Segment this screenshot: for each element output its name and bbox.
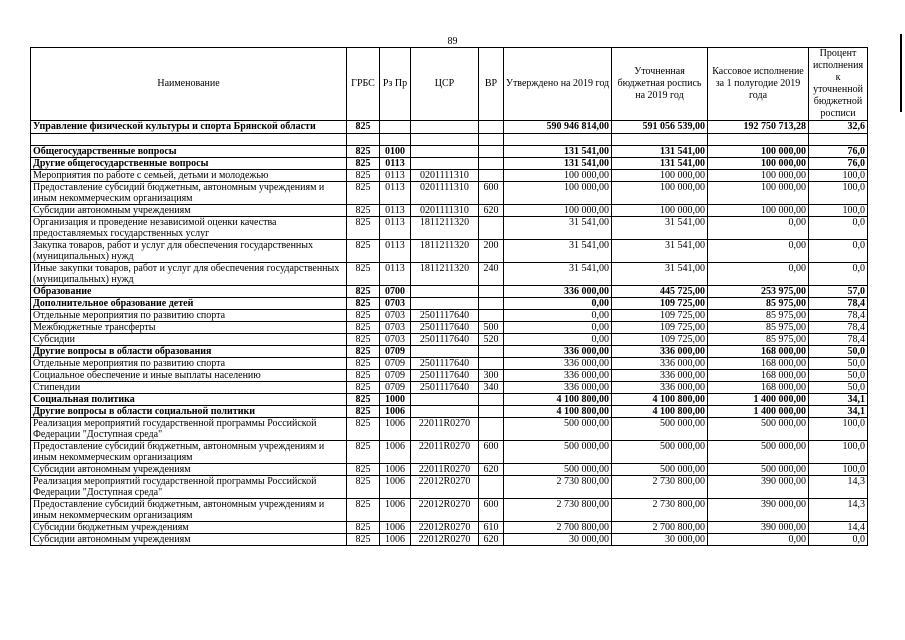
cell-refined: 336 000,00 [612, 358, 708, 370]
cell-refined: 30 000,00 [612, 534, 708, 546]
cell-rzpr: 0703 [380, 298, 411, 310]
cell-approved: 2 730 800,00 [504, 499, 612, 522]
cell-cash: 500 000,00 [708, 441, 809, 464]
cell-refined: 500 000,00 [612, 464, 708, 476]
cell-cash: 500 000,00 [708, 464, 809, 476]
cell-cash: 390 000,00 [708, 499, 809, 522]
cell-refined: 100 000,00 [612, 182, 708, 205]
cell-grbs: 825 [347, 534, 380, 546]
cell-vr: 620 [479, 534, 504, 546]
cell-percent: 50,0 [809, 370, 868, 382]
cell-vr [479, 476, 504, 499]
cell-rzpr: 0113 [380, 158, 411, 170]
cell-grbs: 825 [347, 217, 380, 240]
cell-percent: 0,0 [809, 263, 868, 286]
cell-csr: 1811211320 [411, 217, 479, 240]
cell-csr: 0201111310 [411, 170, 479, 182]
cell-vr: 520 [479, 334, 504, 346]
table-row [31, 240, 868, 263]
cell-name: Субсидии [31, 334, 347, 346]
table-row [31, 394, 868, 406]
cell-grbs: 825 [347, 522, 380, 534]
cell-rzpr: 0700 [380, 286, 411, 298]
cell-grbs: 825 [347, 394, 380, 406]
cell-approved: 131 541,00 [504, 146, 612, 158]
cell-cash [708, 134, 809, 146]
cell-percent: 14,3 [809, 476, 868, 499]
cell-cash: 85 975,00 [708, 334, 809, 346]
cell-vr [479, 158, 504, 170]
cell-percent: 100,0 [809, 170, 868, 182]
cell-csr [411, 121, 479, 134]
cell-csr: 2501117640 [411, 322, 479, 334]
cell-vr [479, 406, 504, 418]
cell-vr: 600 [479, 499, 504, 522]
cell-refined: 336 000,00 [612, 346, 708, 358]
cell-name: Образование [31, 286, 347, 298]
cell-cash: 1 400 000,00 [708, 406, 809, 418]
cell-grbs: 825 [347, 182, 380, 205]
cell-approved: 131 541,00 [504, 158, 612, 170]
cell-cash: 168 000,00 [708, 370, 809, 382]
cell-csr: 2501117640 [411, 370, 479, 382]
page-edge-mark [900, 34, 902, 112]
cell-rzpr: 0703 [380, 310, 411, 322]
cell-percent [809, 134, 868, 146]
cell-csr: 2501117640 [411, 358, 479, 370]
header-grbs: ГРБС [347, 48, 380, 121]
cell-rzpr: 0113 [380, 240, 411, 263]
cell-csr [411, 406, 479, 418]
cell-name: Социальная политика [31, 394, 347, 406]
cell-refined: 4 100 800,00 [612, 406, 708, 418]
cell-csr: 22011R0270 [411, 418, 479, 441]
cell-rzpr: 1006 [380, 499, 411, 522]
cell-refined: 2 730 800,00 [612, 476, 708, 499]
cell-vr [479, 346, 504, 358]
header-percent: Процент исполнения к уточненной бюджетной росписи [809, 48, 868, 121]
cell-name: Субсидии автономным учреждениям [31, 534, 347, 546]
cell-csr: 22012R0270 [411, 499, 479, 522]
cell-refined: 2 700 800,00 [612, 522, 708, 534]
cell-csr: 2501117640 [411, 334, 479, 346]
cell-percent: 14,3 [809, 499, 868, 522]
cell-percent: 100,0 [809, 418, 868, 441]
cell-grbs: 825 [347, 346, 380, 358]
table-row [31, 522, 868, 534]
cell-refined: 31 541,00 [612, 263, 708, 286]
cell-approved: 336 000,00 [504, 346, 612, 358]
cell-cash: 85 975,00 [708, 310, 809, 322]
cell-csr: 22011R0270 [411, 441, 479, 464]
cell-name: Организация и проведение независимой оценки качества предоставляемых государственных услуг [31, 217, 347, 240]
cell-csr: 0201111310 [411, 205, 479, 217]
cell-cash: 1 400 000,00 [708, 394, 809, 406]
table-row [31, 170, 868, 182]
cell-cash: 390 000,00 [708, 522, 809, 534]
cell-rzpr: 1006 [380, 406, 411, 418]
cell-percent: 100,0 [809, 464, 868, 476]
cell-cash: 0,00 [708, 240, 809, 263]
cell-percent: 32,6 [809, 121, 868, 134]
cell-approved: 2 700 800,00 [504, 522, 612, 534]
cell-vr [479, 170, 504, 182]
cell-rzpr: 1006 [380, 476, 411, 499]
cell-grbs: 825 [347, 334, 380, 346]
table-header-row [31, 48, 868, 121]
cell-grbs: 825 [347, 263, 380, 286]
cell-csr [411, 158, 479, 170]
cell-name: Стипендии [31, 382, 347, 394]
cell-cash: 100 000,00 [708, 182, 809, 205]
cell-csr: 2501117640 [411, 382, 479, 394]
cell-grbs: 825 [347, 146, 380, 158]
cell-vr [479, 310, 504, 322]
cell-rzpr: 0113 [380, 205, 411, 217]
cell-refined: 500 000,00 [612, 441, 708, 464]
table-row [31, 358, 868, 370]
cell-approved: 336 000,00 [504, 370, 612, 382]
cell-name: Реализация мероприятий государственной программы Российской Федерации "Доступная среда" [31, 418, 347, 441]
table-row [31, 146, 868, 158]
budget-execution-table [30, 47, 868, 546]
cell-percent: 100,0 [809, 182, 868, 205]
table-row [31, 382, 868, 394]
table-row [31, 322, 868, 334]
cell-grbs: 825 [347, 476, 380, 499]
table-row [31, 310, 868, 322]
cell-vr: 240 [479, 263, 504, 286]
table-row [31, 534, 868, 546]
cell-rzpr: 0709 [380, 346, 411, 358]
cell-grbs: 825 [347, 322, 380, 334]
cell-grbs: 825 [347, 298, 380, 310]
cell-refined [612, 134, 708, 146]
cell-grbs: 825 [347, 370, 380, 382]
cell-refined: 109 725,00 [612, 310, 708, 322]
cell-csr [411, 394, 479, 406]
cell-rzpr: 0703 [380, 322, 411, 334]
cell-approved: 500 000,00 [504, 441, 612, 464]
cell-vr: 620 [479, 464, 504, 476]
cell-percent: 76,0 [809, 158, 868, 170]
table-row [31, 441, 868, 464]
cell-refined: 131 541,00 [612, 158, 708, 170]
table-row [31, 476, 868, 499]
cell-vr: 610 [479, 522, 504, 534]
cell-grbs: 825 [347, 158, 380, 170]
cell-grbs: 825 [347, 418, 380, 441]
table-row [31, 182, 868, 205]
cell-name: Мероприятия по работе с семьей, детьми и молодежью [31, 170, 347, 182]
cell-percent: 78,4 [809, 322, 868, 334]
cell-csr: 0201111310 [411, 182, 479, 205]
cell-refined: 100 000,00 [612, 170, 708, 182]
cell-vr [479, 298, 504, 310]
cell-name: Предоставление субсидий бюджетным, автономным учреждениям и иным некоммерческим организациям [31, 182, 347, 205]
cell-name: Межбюджетные трансферты [31, 322, 347, 334]
cell-refined: 109 725,00 [612, 322, 708, 334]
cell-name: Субсидии бюджетным учреждениям [31, 522, 347, 534]
cell-refined: 4 100 800,00 [612, 394, 708, 406]
header-cash: Кассовое исполнение за 1 полугодие 2019 года [708, 48, 809, 121]
cell-percent: 78,4 [809, 310, 868, 322]
cell-name: Закупка товаров, работ и услуг для обеспечения государственных (муниципальных) нужд [31, 240, 347, 263]
cell-approved: 0,00 [504, 334, 612, 346]
cell-approved: 336 000,00 [504, 286, 612, 298]
cell-rzpr [380, 134, 411, 146]
cell-vr: 200 [479, 240, 504, 263]
cell-approved: 100 000,00 [504, 170, 612, 182]
cell-grbs: 825 [347, 205, 380, 217]
cell-approved: 500 000,00 [504, 418, 612, 441]
cell-approved: 31 541,00 [504, 240, 612, 263]
cell-csr [411, 298, 479, 310]
cell-percent: 76,0 [809, 146, 868, 158]
cell-approved: 336 000,00 [504, 358, 612, 370]
cell-vr [479, 418, 504, 441]
table-row [31, 205, 868, 217]
cell-rzpr: 0113 [380, 182, 411, 205]
cell-vr [479, 286, 504, 298]
cell-cash: 253 975,00 [708, 286, 809, 298]
cell-percent: 50,0 [809, 382, 868, 394]
table-row [31, 263, 868, 286]
cell-cash: 0,00 [708, 534, 809, 546]
cell-grbs: 825 [347, 382, 380, 394]
cell-cash: 168 000,00 [708, 358, 809, 370]
cell-vr: 600 [479, 182, 504, 205]
table-row [31, 370, 868, 382]
cell-approved: 100 000,00 [504, 182, 612, 205]
cell-percent: 50,0 [809, 346, 868, 358]
cell-refined: 336 000,00 [612, 382, 708, 394]
cell-grbs: 825 [347, 358, 380, 370]
cell-cash: 0,00 [708, 217, 809, 240]
cell-vr [479, 121, 504, 134]
header-vr: ВР [479, 48, 504, 121]
table-row [31, 406, 868, 418]
cell-grbs: 825 [347, 170, 380, 182]
cell-vr [479, 217, 504, 240]
cell-name: Иные закупки товаров, работ и услуг для обеспечения государственных (муниципальных) нужд [31, 263, 347, 286]
cell-vr [479, 146, 504, 158]
cell-cash: 100 000,00 [708, 158, 809, 170]
cell-name: Реализация мероприятий государственной программы Российской Федерации "Доступная среда" [31, 476, 347, 499]
cell-csr: 2501117640 [411, 310, 479, 322]
table-row [31, 286, 868, 298]
cell-refined: 336 000,00 [612, 370, 708, 382]
header-refined: Уточненная бюджетная роспись на 2019 год [612, 48, 708, 121]
cell-percent: 0,0 [809, 240, 868, 263]
cell-csr: 22012R0270 [411, 534, 479, 546]
cell-vr: 600 [479, 441, 504, 464]
cell-cash: 168 000,00 [708, 382, 809, 394]
cell-refined: 2 730 800,00 [612, 499, 708, 522]
cell-vr: 340 [479, 382, 504, 394]
cell-grbs: 825 [347, 286, 380, 298]
cell-refined: 109 725,00 [612, 298, 708, 310]
cell-approved: 0,00 [504, 322, 612, 334]
cell-cash: 500 000,00 [708, 418, 809, 441]
table-row [31, 134, 868, 146]
header-name: Наименование [31, 48, 347, 121]
cell-cash: 100 000,00 [708, 146, 809, 158]
cell-rzpr: 0113 [380, 217, 411, 240]
cell-percent: 57,0 [809, 286, 868, 298]
cell-rzpr: 1006 [380, 464, 411, 476]
cell-rzpr: 0709 [380, 382, 411, 394]
cell-name: Предоставление субсидий бюджетным, автономным учреждениям и иным некоммерческим организациям [31, 441, 347, 464]
cell-name: Предоставление субсидий бюджетным, автономным учреждениям и иным некоммерческим организациям [31, 499, 347, 522]
cell-percent: 0,0 [809, 534, 868, 546]
cell-csr: 22011R0270 [411, 464, 479, 476]
cell-grbs: 825 [347, 499, 380, 522]
cell-cash: 85 975,00 [708, 322, 809, 334]
cell-grbs: 825 [347, 121, 380, 134]
cell-csr [411, 346, 479, 358]
cell-cash: 390 000,00 [708, 476, 809, 499]
table-row [31, 121, 868, 134]
cell-name: Социальное обеспечение и иные выплаты населению [31, 370, 347, 382]
cell-grbs: 825 [347, 310, 380, 322]
cell-cash: 100 000,00 [708, 170, 809, 182]
table-row [31, 334, 868, 346]
cell-rzpr: 0703 [380, 334, 411, 346]
cell-rzpr: 1006 [380, 418, 411, 441]
cell-rzpr: 1006 [380, 522, 411, 534]
cell-vr [479, 134, 504, 146]
cell-percent: 0,0 [809, 217, 868, 240]
cell-approved: 590 946 814,00 [504, 121, 612, 134]
cell-vr: 300 [479, 370, 504, 382]
cell-percent: 78,4 [809, 298, 868, 310]
header-rzpr: Рз Пр [380, 48, 411, 121]
cell-vr [479, 394, 504, 406]
cell-name: Другие вопросы в области образования [31, 346, 347, 358]
cell-cash: 168 000,00 [708, 346, 809, 358]
cell-name: Общегосударственные вопросы [31, 146, 347, 158]
cell-name [31, 134, 347, 146]
cell-name: Другие вопросы в области социальной политики [31, 406, 347, 418]
cell-cash: 192 750 713,28 [708, 121, 809, 134]
cell-approved: 30 000,00 [504, 534, 612, 546]
cell-approved: 100 000,00 [504, 205, 612, 217]
cell-refined: 31 541,00 [612, 217, 708, 240]
cell-refined: 591 056 539,00 [612, 121, 708, 134]
cell-cash: 0,00 [708, 263, 809, 286]
table-row [31, 217, 868, 240]
cell-csr: 1811211320 [411, 240, 479, 263]
table-row [31, 298, 868, 310]
cell-csr [411, 286, 479, 298]
cell-grbs: 825 [347, 240, 380, 263]
cell-approved: 2 730 800,00 [504, 476, 612, 499]
cell-rzpr: 1006 [380, 441, 411, 464]
cell-approved: 4 100 800,00 [504, 394, 612, 406]
cell-refined: 31 541,00 [612, 240, 708, 263]
cell-rzpr [380, 121, 411, 134]
cell-name: Отдельные мероприятия по развитию спорта [31, 310, 347, 322]
cell-refined: 109 725,00 [612, 334, 708, 346]
cell-rzpr: 0709 [380, 358, 411, 370]
cell-approved: 500 000,00 [504, 464, 612, 476]
cell-csr [411, 146, 479, 158]
cell-vr: 500 [479, 322, 504, 334]
cell-name: Субсидии автономным учреждениям [31, 205, 347, 217]
cell-cash: 85 975,00 [708, 298, 809, 310]
cell-rzpr: 0113 [380, 263, 411, 286]
cell-approved: 31 541,00 [504, 263, 612, 286]
table-row [31, 464, 868, 476]
cell-csr: 22012R0270 [411, 522, 479, 534]
cell-name: Отдельные мероприятия по развитию спорта [31, 358, 347, 370]
cell-approved: 0,00 [504, 298, 612, 310]
cell-approved [504, 134, 612, 146]
table-row [31, 346, 868, 358]
cell-approved: 4 100 800,00 [504, 406, 612, 418]
table-row [31, 418, 868, 441]
cell-rzpr: 0100 [380, 146, 411, 158]
cell-approved: 0,00 [504, 310, 612, 322]
cell-refined: 100 000,00 [612, 205, 708, 217]
cell-grbs [347, 134, 380, 146]
cell-csr: 22012R0270 [411, 476, 479, 499]
cell-csr: 1811211320 [411, 263, 479, 286]
cell-rzpr: 0113 [380, 170, 411, 182]
cell-vr: 620 [479, 205, 504, 217]
cell-grbs: 825 [347, 406, 380, 418]
cell-percent: 100,0 [809, 441, 868, 464]
cell-name: Другие общегосударственные вопросы [31, 158, 347, 170]
cell-cash: 100 000,00 [708, 205, 809, 217]
cell-refined: 500 000,00 [612, 418, 708, 441]
page-number: 89 [447, 36, 458, 47]
table-row [31, 158, 868, 170]
cell-percent: 100,0 [809, 205, 868, 217]
cell-name: Управление физической культуры и спорта Брянской области [31, 121, 347, 134]
cell-approved: 336 000,00 [504, 382, 612, 394]
cell-refined: 445 725,00 [612, 286, 708, 298]
table-row [31, 499, 868, 522]
cell-approved: 31 541,00 [504, 217, 612, 240]
cell-percent: 34,1 [809, 394, 868, 406]
cell-grbs: 825 [347, 464, 380, 476]
cell-rzpr: 1000 [380, 394, 411, 406]
cell-name: Дополнительное образование детей [31, 298, 347, 310]
cell-rzpr: 0709 [380, 370, 411, 382]
cell-percent: 14,4 [809, 522, 868, 534]
cell-refined: 131 541,00 [612, 146, 708, 158]
table-body [31, 121, 868, 546]
header-csr: ЦСР [411, 48, 479, 121]
cell-csr [411, 134, 479, 146]
header-approved: Утверждено на 2019 год [504, 48, 612, 121]
cell-vr [479, 358, 504, 370]
cell-percent: 50,0 [809, 358, 868, 370]
cell-rzpr: 1006 [380, 534, 411, 546]
cell-percent: 78,4 [809, 334, 868, 346]
cell-name: Субсидии автономным учреждениям [31, 464, 347, 476]
cell-percent: 34,1 [809, 406, 868, 418]
cell-grbs: 825 [347, 441, 380, 464]
